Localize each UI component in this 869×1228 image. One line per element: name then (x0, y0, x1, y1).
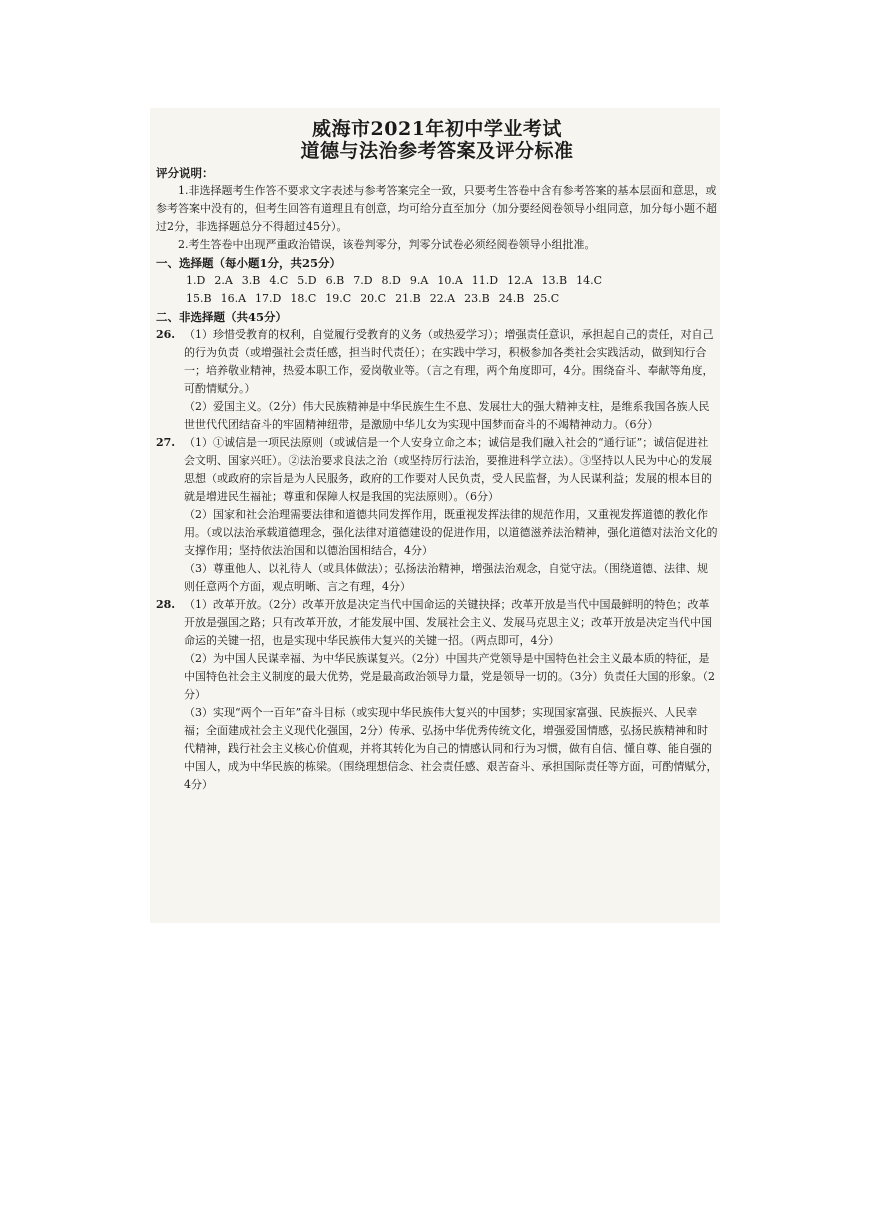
choice-answer: 13.B (541, 274, 568, 287)
choices-row-1 (186, 272, 718, 290)
question-number: 26. (156, 328, 176, 341)
choice-answer: 21.B (395, 292, 421, 305)
choice-answer: 5.D (297, 274, 317, 287)
choice-answer: 12.A (507, 274, 533, 287)
answer-27-1: （1）①诚信是一项民法原则（或诚信是一个人安身立命之本；诚信是我们融入社会的“通行证”；诚信促进社会文明、国家兴旺）。②法治要求良法之治（或坚持厉行法治，要推进科学立法）。③坚持以人民为中心的发展思想（或政府的宗旨是为人民服务，政府的工作要对人民负责，受人民监督，为人民谋利益；发展的根本目的就是增进民生福祉；尊重和保障人权是我国的宪法原则）。（6分） (184, 436, 712, 503)
choice-answer: 2.A (214, 274, 233, 287)
answer-27-3: （3）尊重他人、以礼待人（或具体做法）；弘扬法治精神，增强法治观念，自觉守法。（围绕道德、法律、规则任意两个方面，观点明晰、言之有理，4分） (184, 562, 708, 593)
question-number: 27. (156, 436, 176, 449)
answer-document (156, 118, 718, 794)
choice-answer: 4.C (269, 274, 289, 287)
section-2-heading: 二、非选择题（共45分） (156, 310, 288, 324)
choice-answer: 19.C (325, 292, 352, 305)
choice-answer: 17.D (255, 292, 282, 305)
choice-answer: 6.B (325, 274, 345, 287)
choice-answer: 15.B (186, 292, 212, 305)
answer-27-2: （2）国家和社会治理需要法律和道德共同发挥作用，既重视发挥法律的规范作用，又重视发挥道德的教化作用。（或以法治承载道德理念，强化法律对道德建设的促进作用，以道德滋养法治精神，强化道德对法治文化的支撑作用；坚持依法治国和以德治国相结合，4分） (184, 508, 718, 557)
question-number: 28. (156, 598, 176, 611)
choice-answer: 18.C (290, 292, 317, 305)
choice-answer: 10.A (437, 274, 463, 287)
choice-answer: 7.D (353, 274, 373, 287)
section-1-heading: 一、选择题（每小题1分，共25分） (156, 256, 342, 270)
choice-answer: 20.C (360, 292, 387, 305)
choice-answer: 11.D (471, 274, 499, 287)
answer-26-1: （1）珍惜受教育的权利，自觉履行受教育的义务（或热爱学习）；增强责任意识，承担起自己的责任，对自己的行为负责（或增强社会责任感，担当时代责任）；在实践中学习，积极参加各类社会实践活动，做到知行合一；培养敬业精神，热爱本职工作，爱岗敬业等。（言之有理，两个角度即可，4分。围绕奋斗、奉献等角度，可酌情赋分。） (184, 328, 714, 395)
choice-answer: 24.B (498, 292, 525, 305)
answer-28-1: （1）改革开放。（2分）改革开放是决定当代中国命运的关键抉择；改革开放是当代中国最鲜明的特色；改革开放是强国之路；只有改革开放，才能发展中国、发展社会主义、发展马克思主义；改革开放是决定当代中国命运的关键一招，也是实现中华民族伟大复兴的关键一招。（两点即可，4分） (184, 598, 712, 647)
choice-answer: 8.D (381, 274, 401, 287)
choice-answer: 16.A (220, 292, 247, 305)
title-line-1: 威海市2021年初中学业考试 (312, 118, 562, 140)
choice-answer: 1.D (186, 274, 206, 287)
scoring-note-1: 1.非选择题考生作答不要求文字表述与参考答案完全一致，只要考生答卷中含有参考答案的基本层面和意思，或参考答案中没有的，但考生回答有道理且有创意，均可给分直至加分（加分要经阅卷领导小组同意，加分每小题不超过2分，非选择题总分不得超过45分）。 (156, 184, 717, 233)
choice-answer: 3.B (241, 274, 261, 287)
scoring-note-2: 2.考生答卷中出现严重政治错误，该卷判零分，判零分试卷必须经阅卷领导小组批准。 (178, 238, 596, 251)
question-26 (156, 326, 718, 434)
choices-row-2 (186, 290, 718, 308)
title-line-2: 道德与法治参考答案及评分标准 (300, 140, 574, 162)
choice-answer: 25.C (533, 292, 560, 305)
choice-answer: 9.A (409, 274, 429, 287)
answer-26-2: （2）爱国主义。（2分）伟大民族精神是中华民族生生不息、发展壮大的强大精神支柱，是维系我国各族人民世世代代团结奋斗的牢固精神纽带，是激励中华儿女为实现中国梦而奋斗的不竭精神动力。（6分） (184, 400, 710, 431)
choice-answer: 14.C (576, 274, 603, 287)
scoring-heading: 评分说明： (156, 166, 214, 180)
choice-answer: 23.B (464, 292, 490, 305)
choice-answer: 22.A (429, 292, 456, 305)
question-27 (156, 434, 718, 596)
answer-28-2: （2）为中国人民谋幸福、为中华民族谋复兴。（2分）中国共产党领导是中国特色社会主义最本质的特征，是中国特色社会主义制度的最大优势，党是最高政治领导力量，党是领导一切的。（3分）负责任大国的形象。（2分） (184, 652, 715, 701)
answer-28-3: （3）实现“两个一百年”奋斗目标（或实现中华民族伟大复兴的中国梦；实现国家富强、民族振兴、人民幸福；全面建成社会主义现代化强国，2分）传承、弘扬中华优秀传统文化，增强爱国情感，弘扬民族精神和时代精神，践行社会主义核心价值观，并将其转化为自己的情感认同和行为习惯，做有自信、懂自尊、能自强的中国人，成为中华民族的栋梁。（围绕理想信念、社会责任感、艰苦奋斗、承担国际责任等方面，可酌情赋分，4分） (184, 706, 718, 791)
question-28 (156, 596, 718, 794)
